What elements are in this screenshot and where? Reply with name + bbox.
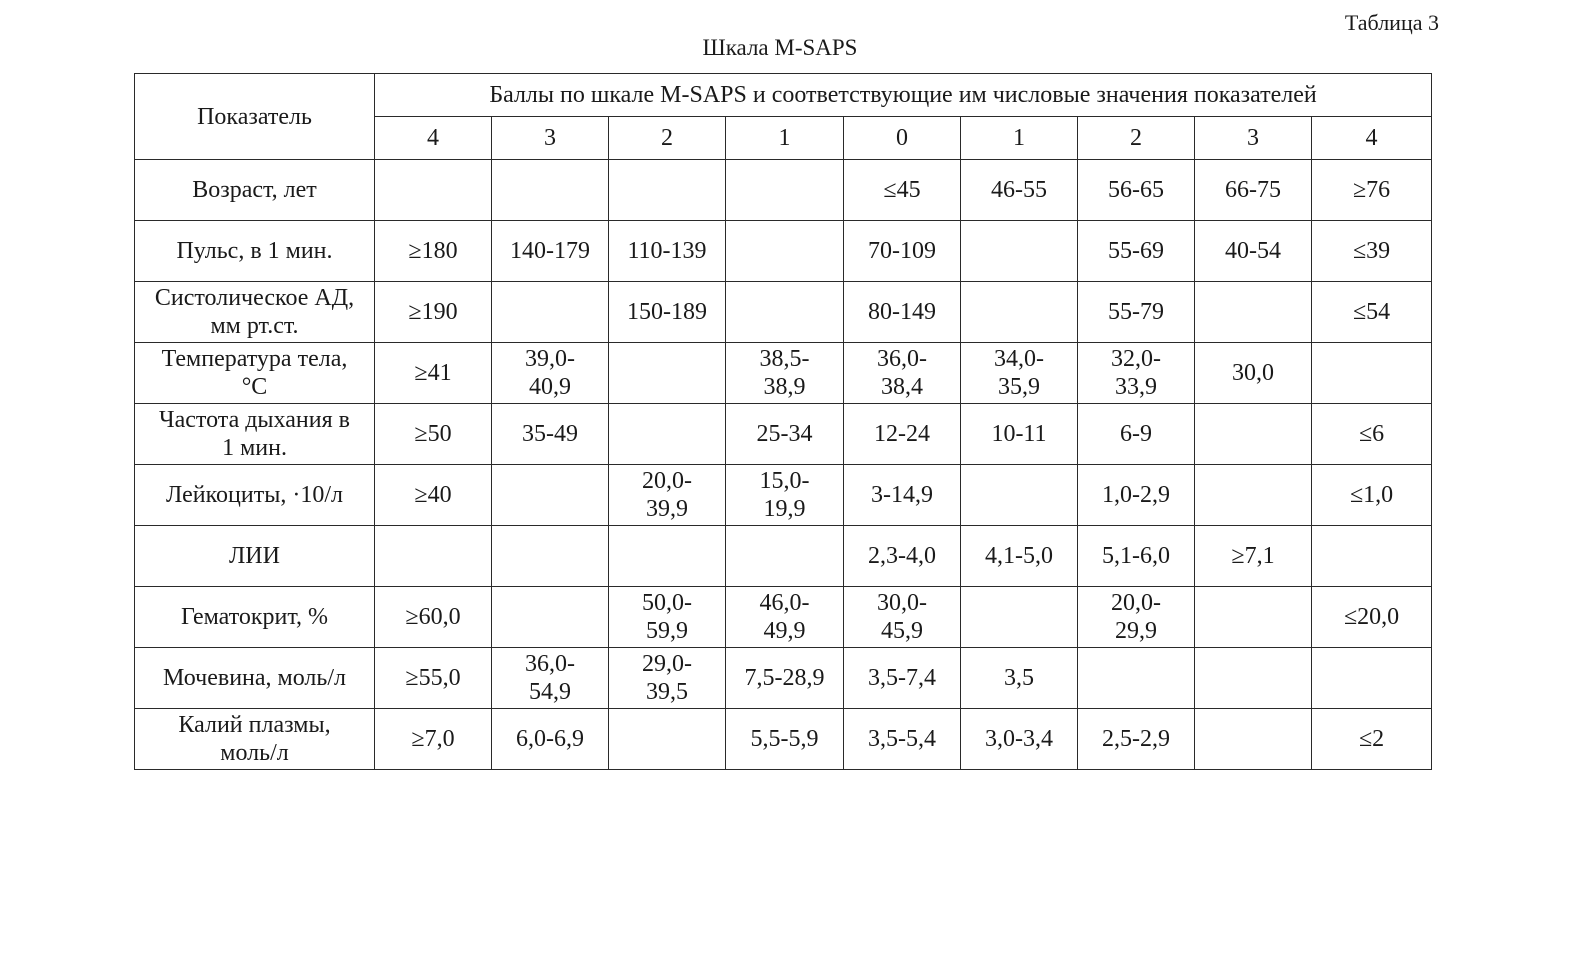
value-cell [1195,465,1312,526]
value-cell [609,160,726,221]
value-cell [1195,404,1312,465]
value-cell [961,343,1078,404]
value-cell [1195,160,1312,221]
cell-text-line: Мочевина, моль/л [163,665,346,691]
value-cell [726,587,844,648]
value-cell [1312,282,1432,343]
cell-text-line: 150-189 [627,299,707,325]
cell-text-line: ≤2 [1358,726,1385,752]
value-cell [375,404,492,465]
value-cell [1195,526,1312,587]
value-cell [1312,465,1432,526]
cell-text-line: 30,0- [877,590,927,616]
table-row [135,404,1432,465]
value-cell [375,282,492,343]
cell-text-line: 20,0- [642,468,692,494]
indicator-label [135,404,375,465]
cell-text-line: 15,0- [759,468,810,494]
value-cell [492,709,609,770]
cell-text-line: 66-75 [1225,177,1281,203]
cell-text-line: 7,5-28,9 [744,665,825,691]
value-cell [1312,221,1432,282]
value-cell [961,709,1078,770]
cell-text-line: 39,0- [525,346,575,372]
score-column-header: 3 [1195,117,1312,160]
score-column-header: 2 [609,117,726,160]
value-cell [1312,526,1432,587]
value-cell [492,465,609,526]
cell-text-line: 1,0-2,9 [1102,482,1170,508]
value-cell [1312,709,1432,770]
value-cell [1078,160,1195,221]
value-cell [1078,526,1195,587]
cell-text-line: 2,5-2,9 [1102,726,1170,752]
cell-text-line: 50,0- [642,590,692,616]
value-cell [1195,221,1312,282]
table-row [135,343,1432,404]
cell-text-line: 55-79 [1108,299,1164,325]
header-row [135,74,1432,117]
cell-text-line: °С [241,374,268,400]
value-cell [961,465,1078,526]
table-row [135,160,1432,221]
cell-text-line: ≤20,0 [1343,604,1400,630]
value-cell [375,648,492,709]
cell-text-line: ≥40 [414,482,452,508]
indicator-label [135,526,375,587]
cell-text-line: 39,9 [646,496,688,522]
score-column-header: 1 [726,117,844,160]
cell-text-line: 46-55 [991,177,1047,203]
cell-text-line: ≥7,1 [1231,543,1275,569]
cell-text-line: Калий плазмы, [178,712,331,738]
indicator-label [135,282,375,343]
value-cell [1195,343,1312,404]
cell-text-line: ЛИИ [229,543,280,569]
value-cell [961,282,1078,343]
value-cell [492,526,609,587]
value-cell [1078,709,1195,770]
cell-text-line: 38,9 [763,374,806,400]
table-row [135,587,1432,648]
value-cell [961,221,1078,282]
value-cell [1078,587,1195,648]
value-cell [726,648,844,709]
table-row [135,709,1432,770]
value-cell [726,160,844,221]
cell-text-line: 33,9 [1115,374,1157,400]
value-cell [375,221,492,282]
cell-text-line: 1 мин. [222,435,287,461]
value-cell [961,526,1078,587]
cell-text-line: 3,0-3,4 [985,726,1053,752]
value-cell [844,709,961,770]
cell-text-line: ≤39 [1352,238,1391,264]
cell-text-line: мм рт.ст. [210,313,299,339]
value-cell [609,404,726,465]
cell-text-line: 3,5-7,4 [868,665,936,691]
table-row [135,221,1432,282]
value-cell [726,465,844,526]
value-cell [726,709,844,770]
indicator-label [135,221,375,282]
value-cell [844,587,961,648]
value-cell [1078,404,1195,465]
cell-text-line: Лейкоциты, ·10/л [166,482,343,508]
table-number: Таблица 3 [1344,10,1439,35]
value-cell [1195,282,1312,343]
value-cell [609,343,726,404]
cell-text-line: ≥180 [408,238,458,264]
cell-text-line: 45,9 [881,618,923,644]
cell-text-line: ≥76 [1352,177,1391,203]
value-cell [609,526,726,587]
indicator-label [135,160,375,221]
cell-text-line: 56-65 [1108,177,1164,203]
cell-text-line: 2,3-4,0 [868,543,936,569]
cell-text-line: 3,5 [1004,665,1034,691]
value-cell [1078,343,1195,404]
value-cell [375,465,492,526]
value-cell [609,648,726,709]
indicator-header: Показатель [135,74,375,160]
value-cell [609,587,726,648]
score-column-header: 1 [961,117,1078,160]
cell-text-line: 40,9 [529,374,571,400]
table-title: Шкала M-SAPS [702,35,858,60]
score-column-header: 4 [1312,117,1432,160]
value-cell [844,160,961,221]
value-cell [844,221,961,282]
cell-text-line: 6,0-6,9 [516,726,584,752]
value-cell [492,160,609,221]
cell-text-line: 36,0- [877,346,927,372]
cell-text-line: ≤45 [883,177,921,203]
value-cell [1078,465,1195,526]
cell-text-line: Частота дыхания в [159,407,350,433]
value-cell [375,709,492,770]
cell-text-line: 30,0 [1232,360,1274,386]
value-cell [844,465,961,526]
value-cell [961,587,1078,648]
cell-text-line: 34,0- [994,346,1044,372]
cell-text-line: 29,0- [642,651,692,677]
value-cell [492,221,609,282]
cell-text-line: ≥7,0 [411,726,455,752]
cell-text-line: моль/л [220,740,289,766]
cell-text-line: ≥41 [414,360,452,386]
cell-text-line: 38,5- [759,346,810,372]
cell-text-line: Гематокрит, % [180,604,329,630]
cell-text-line: 70-109 [868,238,936,264]
value-cell [609,282,726,343]
cell-text-line: 36,0- [525,651,575,677]
indicator-label [135,709,375,770]
cell-text-line: 59,9 [646,618,688,644]
value-cell [375,587,492,648]
value-cell [1078,648,1195,709]
value-cell [1312,648,1432,709]
cell-text-line: 5,5-5,9 [750,726,819,752]
cell-text-line: 29,9 [1115,618,1157,644]
indicator-label [135,343,375,404]
value-cell [1195,587,1312,648]
cell-text-line: ≤1,0 [1349,482,1394,508]
table-row [135,465,1432,526]
value-cell [726,343,844,404]
value-cell [1078,282,1195,343]
cell-text-line: ≤54 [1352,299,1391,325]
cell-text-line: 46,0- [759,590,810,616]
value-cell [961,648,1078,709]
cell-text-line: 12-24 [874,421,930,447]
cell-text-line: 5,1-6,0 [1102,543,1170,569]
cell-text-line: 25-34 [756,421,813,447]
value-cell [375,526,492,587]
value-cell [1195,648,1312,709]
cell-text-line: ≤6 [1358,421,1385,447]
value-cell [726,282,844,343]
value-cell [1312,587,1432,648]
value-cell [961,404,1078,465]
score-column-header: 0 [844,117,961,160]
value-cell [1195,709,1312,770]
cell-text-line: 55-69 [1108,238,1164,264]
cell-text-line: ≥190 [408,299,458,325]
cell-text-line: 6-9 [1120,421,1152,447]
scores-header: Баллы по шкале M-SAPS и соответствующие им числовые значения показателей [375,74,1432,117]
value-cell [375,343,492,404]
value-cell [492,404,609,465]
cell-text-line: 140-179 [510,238,590,264]
cell-text-line: Пульс, в 1 мин. [176,238,333,264]
cell-text-line: 10-11 [991,421,1047,447]
cell-text-line: 32,0- [1111,346,1161,372]
cell-text-line: 35-49 [522,421,578,447]
cell-text-line: 35,9 [998,374,1040,400]
cell-text-line: 80-149 [868,299,936,325]
cell-text-line: 4,1-5,0 [985,543,1053,569]
value-cell [492,648,609,709]
cell-text-line: Температура тела, [161,346,348,372]
value-cell [844,343,961,404]
value-cell [844,282,961,343]
value-cell [609,221,726,282]
cell-text-line: ≥55,0 [405,665,461,691]
indicator-label [135,465,375,526]
value-cell [844,404,961,465]
cell-text-line: 110-139 [627,238,707,264]
m-saps-table [134,73,1432,770]
indicator-label [135,648,375,709]
table-body [135,160,1432,770]
value-cell [609,709,726,770]
cell-text-line: 39,5 [646,679,688,705]
cell-text-line: ≥60,0 [405,604,461,630]
cell-text-line: Возраст, лет [192,177,317,203]
cell-text-line: Систолическое АД, [154,285,355,311]
value-cell [492,343,609,404]
cell-text-line: 19,9 [763,496,806,522]
value-cell [492,282,609,343]
value-cell [1312,343,1432,404]
value-cell [1078,221,1195,282]
cell-text-line: ≥50 [414,421,452,447]
indicator-label [135,587,375,648]
cell-text-line: 3-14,9 [871,482,933,508]
value-cell [961,160,1078,221]
cell-text-line: 20,0- [1111,590,1161,616]
score-column-header: 2 [1078,117,1195,160]
table-row [135,526,1432,587]
value-cell [726,221,844,282]
cell-text-line: 40-54 [1225,238,1281,264]
value-cell [844,648,961,709]
value-cell [375,160,492,221]
score-column-header: 3 [492,117,609,160]
cell-text-line: 3,5-5,4 [868,726,936,752]
value-cell [1312,404,1432,465]
value-cell [609,465,726,526]
value-cell [726,526,844,587]
value-cell [1312,160,1432,221]
value-cell [726,404,844,465]
cell-text-line: 49,9 [763,618,806,644]
cell-text-line: 38,4 [881,374,923,400]
value-cell [844,526,961,587]
score-column-header: 4 [375,117,492,160]
table-row [135,648,1432,709]
cell-text-line: 54,9 [529,679,571,705]
value-cell [492,587,609,648]
table-row [135,282,1432,343]
